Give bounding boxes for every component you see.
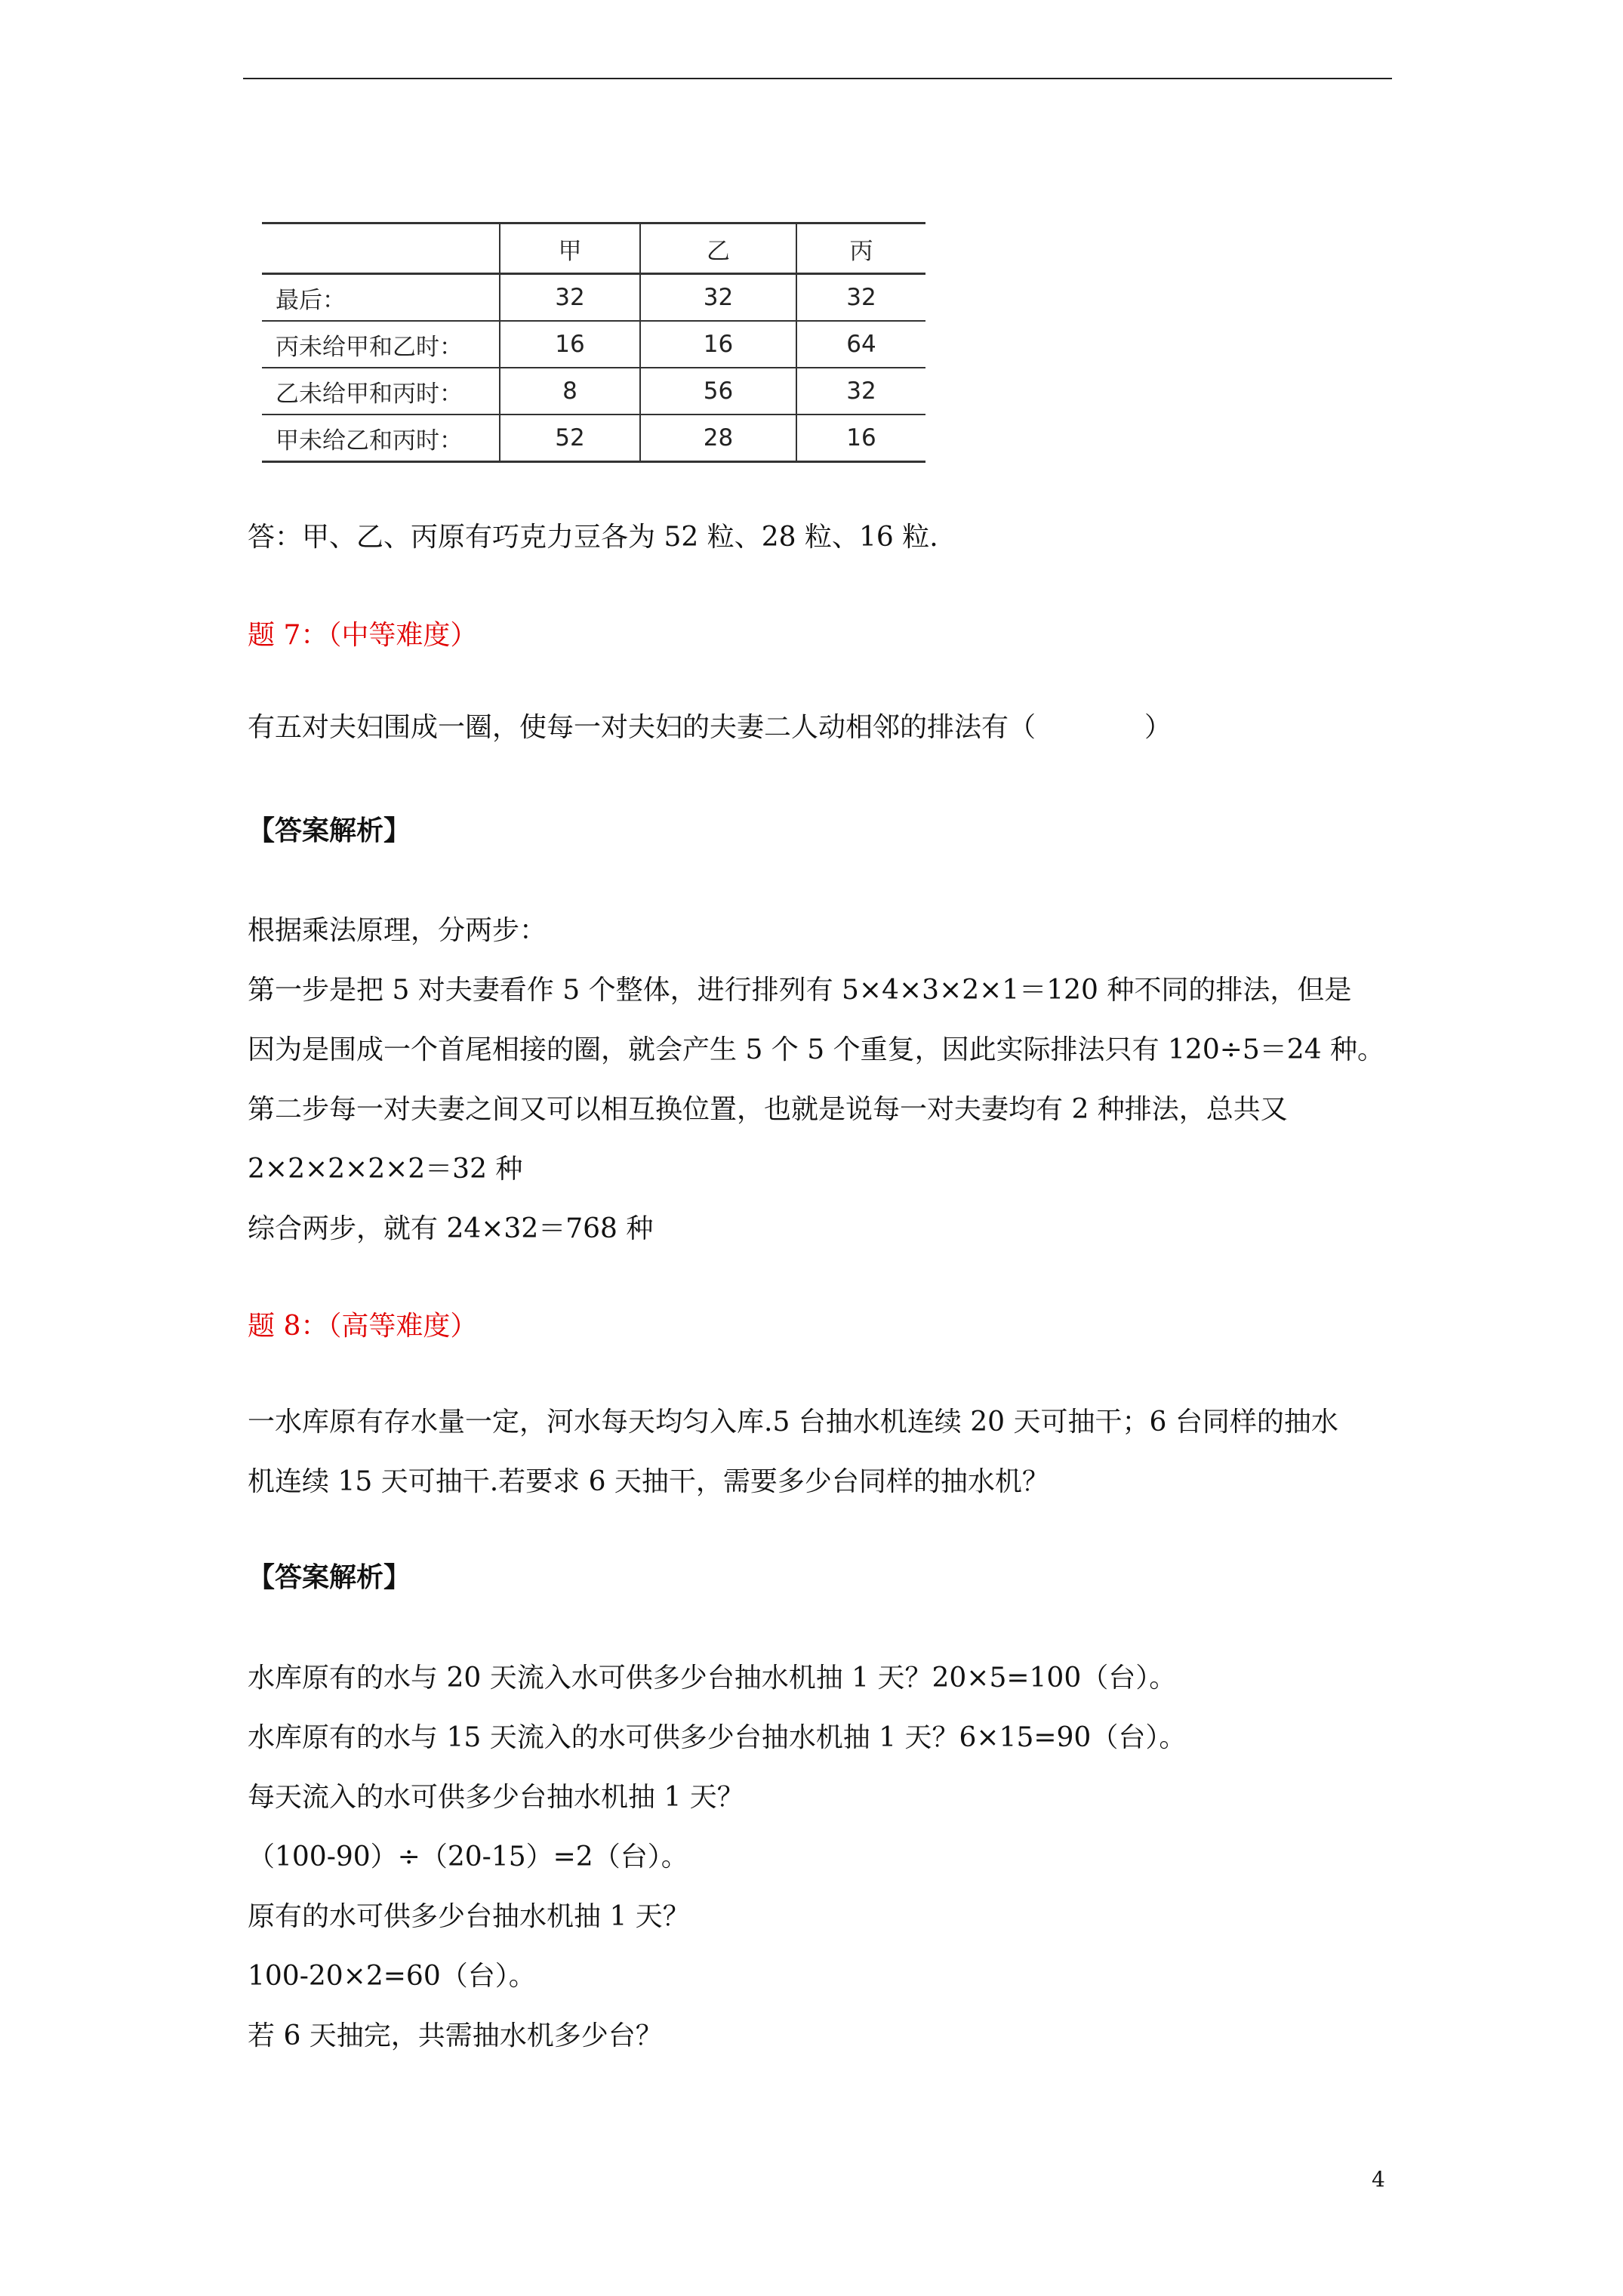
table-cell: 16 xyxy=(640,321,796,368)
analysis-line: 第一步是把 5 对夫妻看作 5 个整体，进行排列有 5×4×3×2×1＝120 种不同的排法，但是 xyxy=(248,975,1352,1006)
analysis-line: 综合两步，就有 24×32＝768 种 xyxy=(248,1213,654,1244)
page-number: 4 xyxy=(1372,2167,1385,2192)
analysis-line: 第二步每一对夫妻之间又可以相互换位置，也就是说每一对夫妻均有 2 种排法，总共又 xyxy=(248,1094,1288,1125)
table-cell: 16 xyxy=(500,321,640,368)
header-rule xyxy=(243,78,1392,79)
table-header-row xyxy=(262,223,925,274)
table-row xyxy=(262,274,925,322)
table-cell: 丙未给甲和乙时： xyxy=(262,321,500,368)
question-text: 机连续 15 天可抽干.若要求 6 天抽干，需要多少台同样的抽水机？ xyxy=(248,1466,1049,1497)
table-header-cell: 甲 xyxy=(500,223,640,274)
table-cell: 乙未给甲和丙时： xyxy=(262,368,500,415)
question-title: 题 8：（高等难度） xyxy=(248,1311,478,1342)
question-text: 有五对夫妇围成一圈，使每一对夫妇的夫妻二人动相邻的排法有（ ） xyxy=(248,712,1172,743)
analysis-line: 根据乘法原理，分两步： xyxy=(248,915,547,946)
question-title: 题 7：（中等难度） xyxy=(248,620,478,651)
table-cell: 32 xyxy=(796,368,925,415)
analysis-line: 若 6 天抽完，共需抽水机多少台？ xyxy=(248,2020,663,2051)
answer-text: 答：甲、乙、丙原有巧克力豆各为 52 粒、28 粒、16 粒. xyxy=(248,522,938,553)
analysis-line: （100-90）÷（20-15）=2（台）。 xyxy=(248,1841,688,1872)
table-cell: 8 xyxy=(500,368,640,415)
table-cell: 56 xyxy=(640,368,796,415)
table-cell: 32 xyxy=(796,274,925,322)
table-row xyxy=(262,368,925,415)
table-cell: 64 xyxy=(796,321,925,368)
analysis-line: 每天流入的水可供多少台抽水机抽 1 天？ xyxy=(248,1782,744,1813)
analysis-line: 原有的水可供多少台抽水机抽 1 天？ xyxy=(248,1901,690,1932)
analysis-line: 2×2×2×2×2＝32 种 xyxy=(248,1154,523,1185)
table-cell: 28 xyxy=(640,415,796,462)
table-cell: 最后： xyxy=(262,274,500,322)
analysis-line: 100-20×2=60（台）。 xyxy=(248,1961,536,1992)
table-cell: 甲未给乙和丙时： xyxy=(262,415,500,462)
table-row xyxy=(262,415,925,462)
table-row xyxy=(262,321,925,368)
table-header-cell xyxy=(262,223,500,274)
analysis-label: 【答案解析】 xyxy=(248,1561,411,1593)
table-header-cell: 丙 xyxy=(796,223,925,274)
analysis-label: 【答案解析】 xyxy=(248,815,411,846)
table-cell: 16 xyxy=(796,415,925,462)
table-cell: 32 xyxy=(640,274,796,322)
table-cell: 52 xyxy=(500,415,640,462)
table-cell: 32 xyxy=(500,274,640,322)
analysis-line: 因为是围成一个首尾相接的圈，就会产生 5 个 5 个重复，因此实际排法只有 120÷5＝24 种。 xyxy=(248,1034,1385,1065)
analysis-line: 水库原有的水与 20 天流入水可供多少台抽水机抽 1 天？20×5=100（台）。 xyxy=(248,1663,1177,1693)
analysis-line: 水库原有的水与 15 天流入的水可供多少台抽水机抽 1 天？6×15=90（台）。 xyxy=(248,1722,1187,1753)
table-header-cell: 乙 xyxy=(640,223,796,274)
solution-table xyxy=(262,222,925,463)
question-text: 一水库原有存水量一定，河水每天均匀入库.5 台抽水机连续 20 天可抽干；6 台同样的抽水 xyxy=(248,1407,1338,1438)
